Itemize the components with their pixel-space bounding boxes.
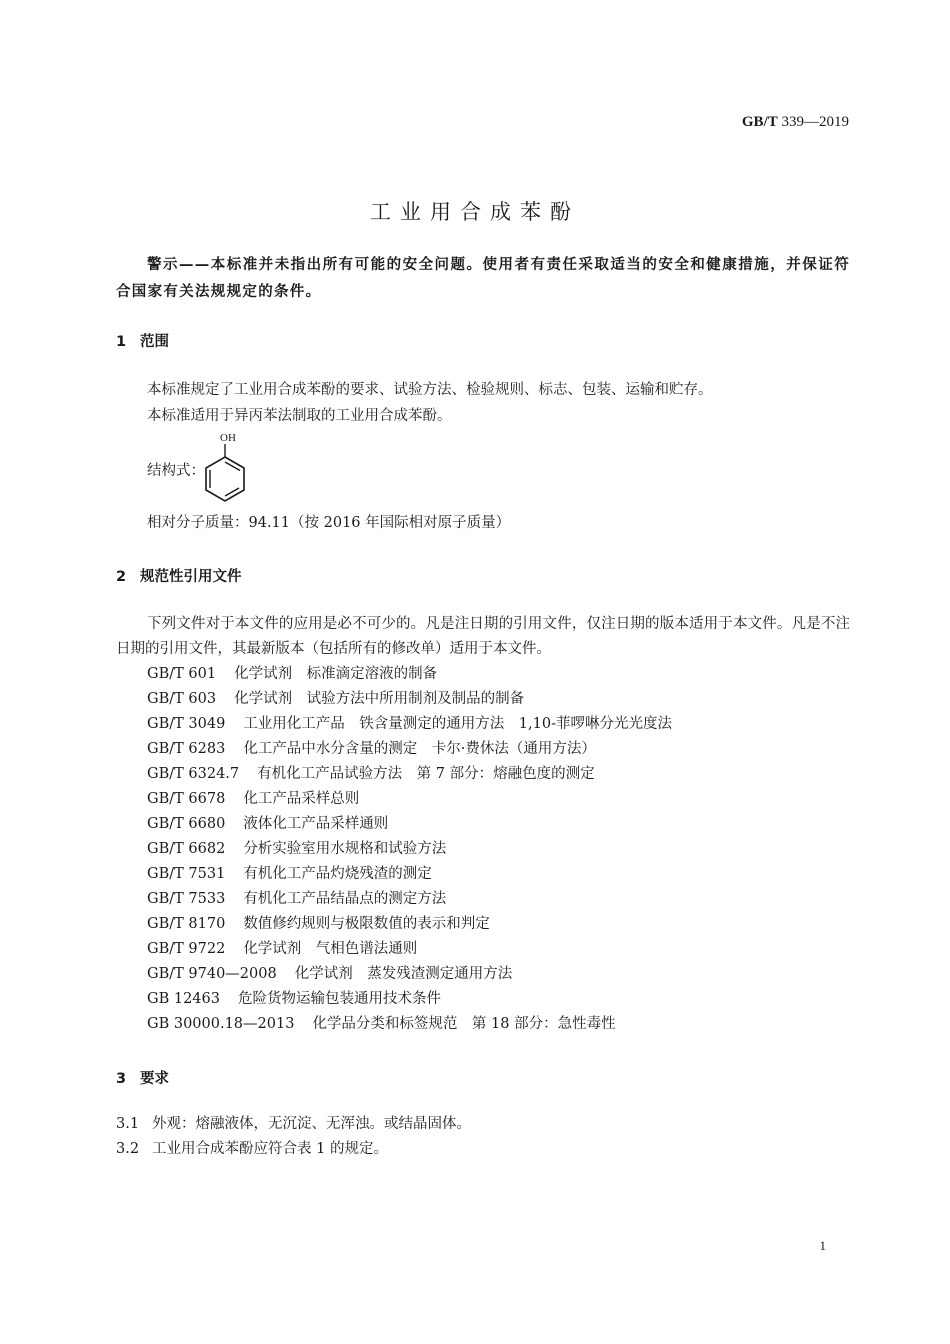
reference-code: GB/T 601 bbox=[147, 666, 217, 682]
reference-code: GB/T 6678 bbox=[147, 791, 226, 807]
reference-item bbox=[147, 887, 446, 908]
requirement-number: 3.2 bbox=[116, 1141, 140, 1157]
structure-label: 结构式： bbox=[147, 463, 205, 479]
reference-title: 数值修约规则与极限数值的表示和判定 bbox=[243, 916, 490, 932]
benzene-ring bbox=[206, 457, 244, 501]
scope-paragraph-2: 本标准适用于异丙苯法制取的工业用合成苯酚。 bbox=[147, 408, 452, 424]
reference-title: 化学品分类和标签规范 第 18 部分：急性毒性 bbox=[312, 1016, 616, 1032]
scope-paragraph-1: 本标准规定了工业用合成苯酚的要求、试验方法、检验规则、标志、包装、运输和贮存。 bbox=[147, 382, 713, 398]
requirement-item bbox=[116, 1112, 471, 1137]
reference-title: 化学试剂 气相色谱法通则 bbox=[243, 941, 418, 957]
requirement-text: 外观：熔融液体，无沉淀、无浑浊。或结晶固体。 bbox=[152, 1116, 471, 1132]
reference-code: GB/T 9740—2008 bbox=[147, 966, 277, 982]
section-1-heading bbox=[116, 330, 169, 351]
reference-code: GB/T 7533 bbox=[147, 891, 226, 907]
reference-item bbox=[147, 662, 437, 683]
section-3-title: 要求 bbox=[140, 1071, 169, 1087]
reference-title: 有机化工产品结晶点的测定方法 bbox=[243, 891, 447, 907]
reference-title: 有机化工产品试验方法 第 7 部分：熔融色度的测定 bbox=[257, 766, 595, 782]
requirement-item bbox=[116, 1137, 388, 1162]
ring-double-bond-1 bbox=[225, 462, 240, 471]
reference-code: GB/T 603 bbox=[147, 691, 217, 707]
reference-title: 工业用化工产品 铁含量测定的通用方法 1,10-菲啰啉分光光度法 bbox=[243, 716, 672, 732]
reference-code: GB/T 9722 bbox=[147, 941, 226, 957]
standard-code-number: 339—2019 bbox=[777, 114, 849, 130]
section-2-heading bbox=[116, 565, 242, 586]
section-3-number: 3 bbox=[116, 1071, 127, 1087]
safety-warning: 警示——本标准并未指出所有可能的安全问题。使用者有责任采取适当的安全和健康措施，并保证符合国家有关法规规定的条件。 bbox=[116, 257, 850, 300]
reference-item bbox=[147, 962, 512, 983]
molar-mass: 相对分子质量：94.11（按 2016 年国际相对原子质量） bbox=[147, 515, 511, 531]
document-title: 工业用合成苯酚 bbox=[370, 200, 580, 224]
reference-item bbox=[147, 812, 388, 833]
reference-code: GB/T 6680 bbox=[147, 816, 226, 832]
section-1-title: 范围 bbox=[140, 334, 169, 350]
section-1-number: 1 bbox=[116, 334, 127, 350]
reference-code: GB 30000.18—2013 bbox=[147, 1016, 295, 1032]
reference-item bbox=[147, 837, 446, 858]
reference-title: 化学试剂 蒸发残渣测定通用方法 bbox=[294, 966, 513, 982]
reference-item bbox=[147, 712, 672, 733]
reference-title: 分析实验室用水规格和试验方法 bbox=[243, 841, 447, 857]
page-number: 1 bbox=[819, 1238, 826, 1253]
reference-code: GB/T 7531 bbox=[147, 866, 226, 882]
reference-code: GB/T 3049 bbox=[147, 716, 226, 732]
normative-references-intro: 下列文件对于本文件的应用是必不可少的。凡是注日期的引用文件，仅注日期的版本适用于本文件。凡是不注日期的引用文件，其最新版本（包括所有的修改单）适用于本文件。 bbox=[116, 616, 850, 657]
reference-code: GB/T 6324.7 bbox=[147, 766, 240, 782]
reference-item bbox=[147, 787, 359, 808]
reference-item bbox=[147, 762, 595, 783]
reference-title: 化工产品中水分含量的测定 卡尔·费休法（通用方法） bbox=[243, 741, 596, 757]
reference-title: 有机化工产品灼烧残渣的测定 bbox=[243, 866, 432, 882]
reference-title: 化工产品采样总则 bbox=[243, 791, 360, 807]
reference-item bbox=[147, 912, 490, 933]
standard-code bbox=[742, 114, 849, 131]
section-2-title: 规范性引用文件 bbox=[140, 569, 242, 585]
standard-code-prefix: GB/T bbox=[741, 114, 778, 130]
reference-code: GB 12463 bbox=[147, 991, 220, 1007]
reference-item bbox=[147, 987, 441, 1008]
section-3-heading bbox=[116, 1067, 169, 1088]
reference-code: GB/T 6682 bbox=[147, 841, 226, 857]
section-2-number: 2 bbox=[116, 569, 127, 585]
reference-title: 化学试剂 标准滴定溶液的制备 bbox=[234, 666, 438, 682]
reference-code: GB/T 6283 bbox=[147, 741, 226, 757]
reference-code: GB/T 8170 bbox=[147, 916, 226, 932]
hydroxyl-label: OH bbox=[220, 432, 236, 444]
reference-item bbox=[147, 1012, 616, 1033]
requirement-number: 3.1 bbox=[116, 1116, 140, 1132]
reference-title: 危险货物运输包装通用技术条件 bbox=[237, 991, 441, 1007]
reference-title: 化学试剂 试验方法中所用制剂及制品的制备 bbox=[234, 691, 525, 707]
requirement-text: 工业用合成苯酚应符合表 1 的规定。 bbox=[152, 1141, 388, 1157]
reference-title: 液体化工产品采样通则 bbox=[243, 816, 389, 832]
reference-item bbox=[147, 737, 596, 758]
phenol-structure-diagram bbox=[198, 427, 254, 507]
reference-item bbox=[147, 687, 524, 708]
reference-item bbox=[147, 862, 432, 883]
reference-item bbox=[147, 937, 417, 958]
